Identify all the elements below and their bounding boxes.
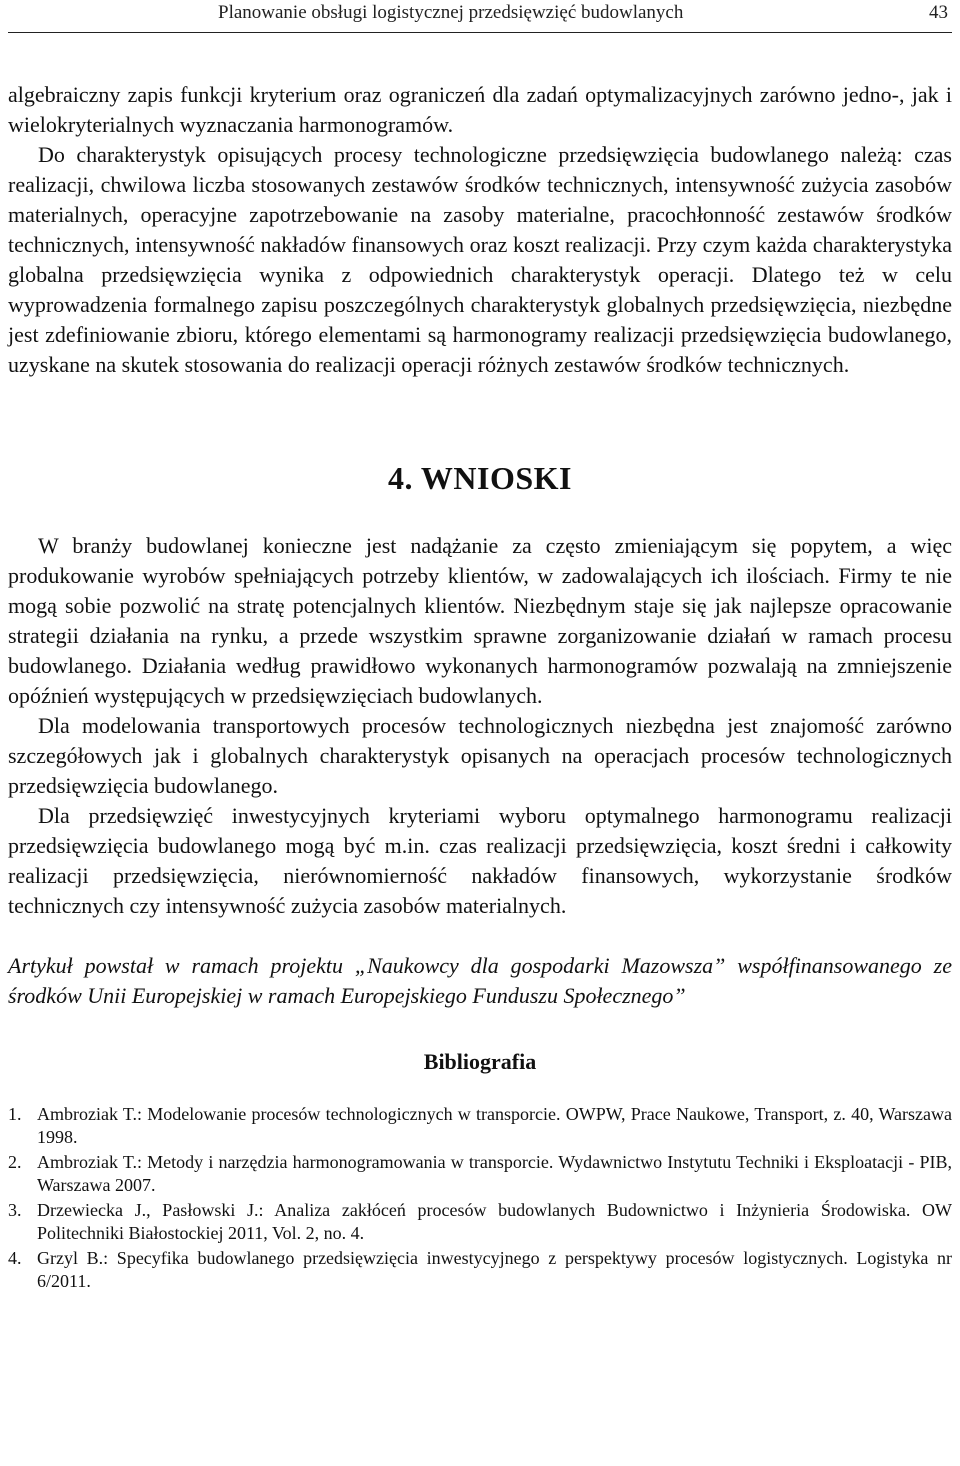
entry-number: 2. xyxy=(8,1152,22,1172)
page-body xyxy=(8,80,952,1295)
running-header xyxy=(8,0,952,33)
running-header-title: Planowanie obsługi logistycznej przedsięwzięć budowlanych xyxy=(218,2,684,23)
acknowledgement: Artykuł powstał w ramach projektu „Naukowcy dla gospodarki Mazowsza” współfinansowanego ze środków Unii Europejskiej w ramach Europejskiego Funduszu Społecznego” xyxy=(8,953,952,1008)
bibliography-heading: Bibliografia xyxy=(423,1049,537,1074)
bibliography-entry xyxy=(8,1199,952,1245)
body-paragraph: Do charakterystyk opisujących procesy technologiczne przedsięwzięcia budowlanego należą: czas realizacji, chwilowa liczba stosowanych zestawów środków technicznych, intensywność zużycia zasobów materialnych, operacyjne zapotrzebowanie na zasoby materialne, pracochłonność zestawów środków technicznych, intensywność nakładów finansowych oraz koszt realizacji. Przy czym każda charakterystyka globalna przedsięwzięcia wynika z odpowiednich charakterystyk operacji. Dlatego też w celu wyprowadzenia formalnego zapisu poszczególnych charakterystyk globalnych przedsięwzięcia, niezbędne jest zdefiniowanie zbioru, którego elementami są harmonogramy realizacji przedsięwzięcia budowlanego, uzyskane na skutek stosowania do realizacji operacji różnych zestawów środków technicznych. xyxy=(8,142,952,377)
section-heading: 4. WNIOSKI xyxy=(387,460,572,496)
bibliography-entry xyxy=(8,1103,952,1149)
page-number: 43 xyxy=(929,2,948,23)
entry-text: Ambroziak T.: Metody i narzędzia harmonogramowania w transporcie. Wydawnictwo Instytutu Techniki i Eksploatacji - PIB, Warszawa 2007. xyxy=(37,1152,952,1195)
conclusion-paragraph: Dla przedsięwzięć inwestycyjnych kryteriami wyboru optymalnego harmonogramu realizacji przedsięwzięcia budowlanego mogą być m.in. czas realizacji przedsięwzięcia, koszt średni i całkowity realizacji przedsięwzięcia, nierównomierność nakładów finansowych, wykorzystanie środków technicznych czy intensywność zużycia zasobów materialnych. xyxy=(8,803,952,918)
bibliography-list xyxy=(8,1103,952,1293)
entry-number: 4. xyxy=(8,1248,22,1268)
entry-number: 1. xyxy=(8,1104,22,1124)
conclusion-paragraph: W branży budowlanej konieczne jest nadążanie za często zmieniającym się popytem, a więc produkowanie wyrobów spełniających potrzeby klientów, w zadowalających ich ilościach. Firmy te nie mogą sobie pozwolić na stratę potencjalnych klientów. Niezbędnym staje się jak najlepsze opracowanie strategii działania na rynku, a przede wszystkim sprawne zorganizowanie działań w ramach procesu budowlanego. Działania według prawidłowo wykonanych harmonogramów pozwalają na zmniejszenie opóźnień występujących w przedsięwzięciach budowlanych. xyxy=(8,533,952,708)
bibliography-entry xyxy=(8,1151,952,1197)
conclusion-paragraph: Dla modelowania transportowych procesów technologicznych niezbędna jest znajomość zarówno szczegółowych jak i globalnych charakterystyk opisanych na operacjach procesów technologicznych przedsięwzięcia budowlanego. xyxy=(8,713,952,798)
entry-text: Ambroziak T.: Modelowanie procesów technologicznych w transporcie. OWPW, Prace Naukowe, Transport, z. 40, Warszawa 1998. xyxy=(37,1104,952,1147)
bibliography-entry xyxy=(8,1247,952,1293)
entry-text: Drzewiecka J., Pasłowski J.: Analiza zakłóceń procesów budowlanych Budownictwo i Inżynieria Środowiska. OW Politechniki Białostockiej 2011, Vol. 2, no. 4. xyxy=(37,1200,952,1243)
entry-text: Grzyl B.: Specyfika budowlanego przedsięwzięcia inwestycyjnego z perspektywy procesów logistycznych. Logistyka nr 6/2011. xyxy=(37,1248,952,1291)
entry-number: 3. xyxy=(8,1200,22,1220)
intro-paragraph: algebraiczny zapis funkcji kryterium oraz ograniczeń dla zadań optymalizacyjnych zarówno jedno-, jak i wielokryterialnych wyznaczania harmonogramów. xyxy=(8,82,952,137)
